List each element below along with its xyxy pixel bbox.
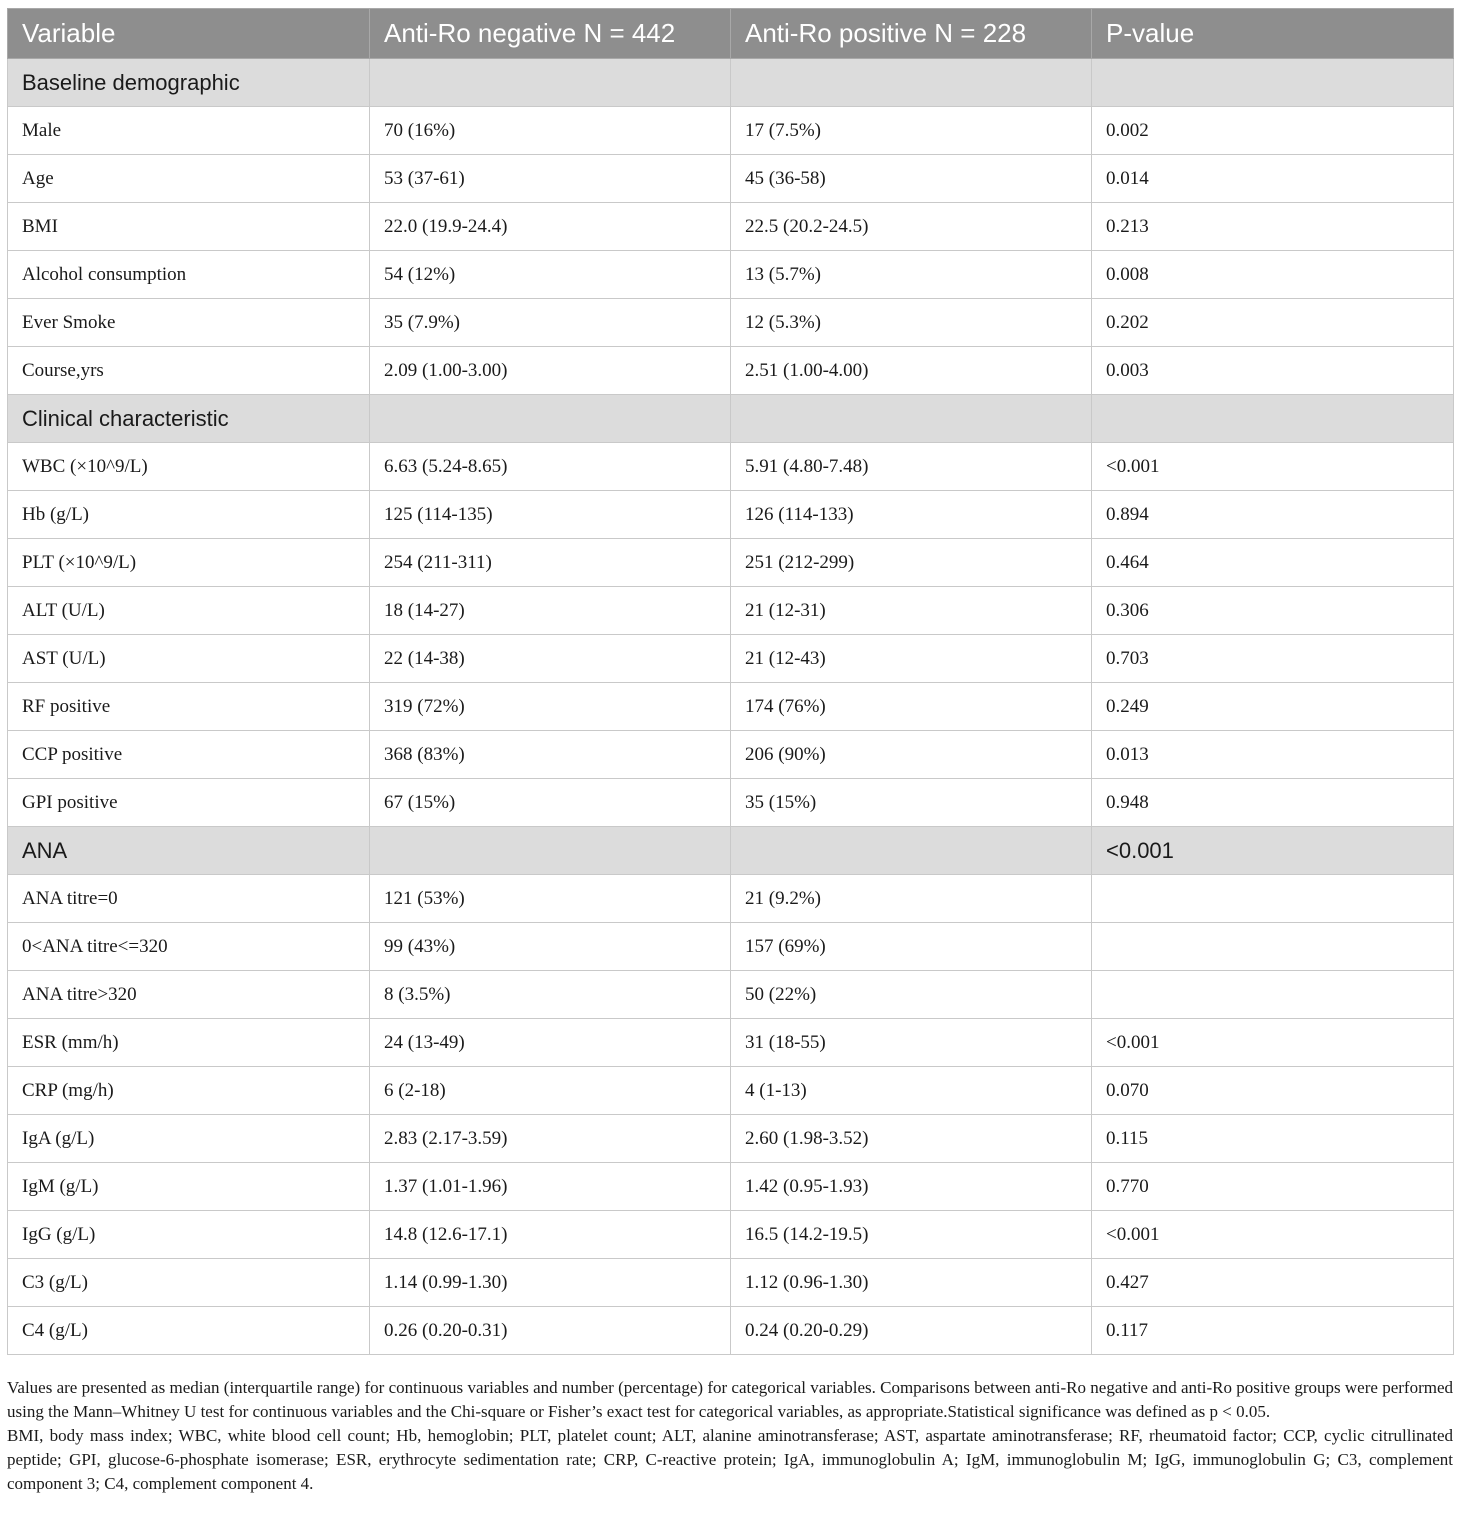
variable-cell: RF positive: [8, 683, 370, 731]
anti-ro-negative-cell: 2.83 (2.17-3.59): [370, 1115, 731, 1163]
section-title: Baseline demographic: [8, 59, 370, 107]
anti-ro-positive-cell: 126 (114-133): [731, 491, 1092, 539]
footnote-methods: Values are presented as median (interquartile range) for continuous variables and number (percentage) for categorical variables. Comparisons between anti-Ro negative and anti-Ro positive groups were performed using the Mann–Whitney U test for continuous variables and the Chi-square or Fisher’s exact test for categorical variables, as appropriate.Statistical significance was defined as p < 0.05.: [7, 1378, 1453, 1421]
p-value-cell: 0.948: [1092, 779, 1454, 827]
table-row: [8, 875, 1454, 923]
table-row: [8, 539, 1454, 587]
p-value-cell: [1092, 875, 1454, 923]
variable-cell: C3 (g/L): [8, 1259, 370, 1307]
anti-ro-positive-cell: 4 (1-13): [731, 1067, 1092, 1115]
p-value-cell: 0.013: [1092, 731, 1454, 779]
p-value-cell: 0.117: [1092, 1307, 1454, 1355]
variable-cell: 0<ANA titre<=320: [8, 923, 370, 971]
variable-cell: AST (U/L): [8, 635, 370, 683]
p-value-cell: 0.249: [1092, 683, 1454, 731]
variable-cell: CRP (mg/h): [8, 1067, 370, 1115]
anti-ro-negative-cell: 1.14 (0.99-1.30): [370, 1259, 731, 1307]
header-cell-anti-ro-positive: Anti-Ro positive N = 228: [731, 9, 1092, 59]
anti-ro-positive-cell: 22.5 (20.2-24.5): [731, 203, 1092, 251]
anti-ro-positive-cell: 157 (69%): [731, 923, 1092, 971]
variable-cell: WBC (×10^9/L): [8, 443, 370, 491]
anti-ro-positive-cell: 17 (7.5%): [731, 107, 1092, 155]
table-row: [8, 203, 1454, 251]
p-value-cell: 0.008: [1092, 251, 1454, 299]
table-row: [8, 1163, 1454, 1211]
anti-ro-positive-cell: [731, 827, 1092, 875]
anti-ro-positive-cell: 45 (36-58): [731, 155, 1092, 203]
table-row: [8, 491, 1454, 539]
variable-cell: ANA titre=0: [8, 875, 370, 923]
header-cell-variable: Variable: [8, 9, 370, 59]
table-row: [8, 107, 1454, 155]
anti-ro-negative-cell: 22.0 (19.9-24.4): [370, 203, 731, 251]
footnote-abbreviations: BMI, body mass index; WBC, white blood cell count; Hb, hemoglobin; PLT, platelet count; ALT, alanine aminotransferase; AST, aspartate aminotransferase; RF, rheumatoid factor; CCP, cyclic citrullinated peptide; GPI, glucose-6-phosphate isomerase; ESR, erythrocyte sedimentation rate; CRP, C-reactive protein; IgA, immunoglobulin A; IgM, immunoglobulin M; IgG, immunoglobulin G; C3, complement component 3; C4, complement component 4.: [7, 1426, 1453, 1493]
anti-ro-negative-cell: [370, 395, 731, 443]
variable-cell: IgG (g/L): [8, 1211, 370, 1259]
anti-ro-negative-cell: 254 (211-311): [370, 539, 731, 587]
anti-ro-negative-cell: 67 (15%): [370, 779, 731, 827]
variable-cell: Alcohol consumption: [8, 251, 370, 299]
table-row: [8, 923, 1454, 971]
anti-ro-positive-cell: 13 (5.7%): [731, 251, 1092, 299]
header-row: [8, 9, 1454, 59]
p-value-cell: [1092, 59, 1454, 107]
anti-ro-negative-cell: 18 (14-27): [370, 587, 731, 635]
table-row: [8, 1019, 1454, 1067]
table-row: [8, 731, 1454, 779]
anti-ro-positive-cell: 1.42 (0.95-1.93): [731, 1163, 1092, 1211]
anti-ro-negative-cell: 8 (3.5%): [370, 971, 731, 1019]
anti-ro-negative-cell: [370, 59, 731, 107]
p-value-cell: 0.703: [1092, 635, 1454, 683]
table-row: [8, 443, 1454, 491]
table-row: [8, 347, 1454, 395]
p-value-cell: 0.894: [1092, 491, 1454, 539]
data-table-container: [7, 8, 1453, 1355]
variable-cell: ALT (U/L): [8, 587, 370, 635]
table-body: [8, 59, 1454, 1355]
variable-cell: CCP positive: [8, 731, 370, 779]
p-value-cell: 0.002: [1092, 107, 1454, 155]
table-row: [8, 779, 1454, 827]
section-row: [8, 395, 1454, 443]
characteristics-table: [7, 8, 1454, 1355]
p-value-cell: 0.213: [1092, 203, 1454, 251]
anti-ro-negative-cell: 368 (83%): [370, 731, 731, 779]
variable-cell: PLT (×10^9/L): [8, 539, 370, 587]
p-value-cell: 0.306: [1092, 587, 1454, 635]
anti-ro-positive-cell: 206 (90%): [731, 731, 1092, 779]
anti-ro-negative-cell: 14.8 (12.6-17.1): [370, 1211, 731, 1259]
p-value-cell: 0.427: [1092, 1259, 1454, 1307]
variable-cell: IgM (g/L): [8, 1163, 370, 1211]
variable-cell: IgA (g/L): [8, 1115, 370, 1163]
anti-ro-negative-cell: 319 (72%): [370, 683, 731, 731]
anti-ro-positive-cell: 1.12 (0.96-1.30): [731, 1259, 1092, 1307]
variable-cell: Hb (g/L): [8, 491, 370, 539]
anti-ro-positive-cell: 21 (12-43): [731, 635, 1092, 683]
anti-ro-negative-cell: 2.09 (1.00-3.00): [370, 347, 731, 395]
anti-ro-positive-cell: 12 (5.3%): [731, 299, 1092, 347]
variable-cell: ANA titre>320: [8, 971, 370, 1019]
anti-ro-negative-cell: 35 (7.9%): [370, 299, 731, 347]
anti-ro-positive-cell: 21 (9.2%): [731, 875, 1092, 923]
anti-ro-positive-cell: 0.24 (0.20-0.29): [731, 1307, 1092, 1355]
anti-ro-positive-cell: [731, 59, 1092, 107]
p-value-cell: 0.202: [1092, 299, 1454, 347]
variable-cell: Male: [8, 107, 370, 155]
header-cell-p-value: P-value: [1092, 9, 1454, 59]
p-value-cell: <0.001: [1092, 1211, 1454, 1259]
section-title: ANA: [8, 827, 370, 875]
table-row: [8, 1115, 1454, 1163]
table-footnotes: [7, 1376, 1453, 1496]
anti-ro-negative-cell: [370, 827, 731, 875]
p-value-cell: 0.770: [1092, 1163, 1454, 1211]
anti-ro-negative-cell: 125 (114-135): [370, 491, 731, 539]
p-value-cell: 0.003: [1092, 347, 1454, 395]
variable-cell: BMI: [8, 203, 370, 251]
anti-ro-positive-cell: 35 (15%): [731, 779, 1092, 827]
anti-ro-positive-cell: 16.5 (14.2-19.5): [731, 1211, 1092, 1259]
table-row: [8, 155, 1454, 203]
anti-ro-negative-cell: 6.63 (5.24-8.65): [370, 443, 731, 491]
table-row: [8, 971, 1454, 1019]
anti-ro-positive-cell: 2.51 (1.00-4.00): [731, 347, 1092, 395]
p-value-cell: [1092, 971, 1454, 1019]
variable-cell: Course,yrs: [8, 347, 370, 395]
p-value-cell: [1092, 923, 1454, 971]
table-header: [8, 9, 1454, 59]
anti-ro-positive-cell: 174 (76%): [731, 683, 1092, 731]
table-row: [8, 635, 1454, 683]
variable-cell: Age: [8, 155, 370, 203]
p-value-cell: <0.001: [1092, 1019, 1454, 1067]
anti-ro-positive-cell: [731, 395, 1092, 443]
header-cell-anti-ro-negative: Anti-Ro negative N = 442: [370, 9, 731, 59]
p-value-cell: 0.070: [1092, 1067, 1454, 1115]
anti-ro-negative-cell: 0.26 (0.20-0.31): [370, 1307, 731, 1355]
anti-ro-positive-cell: 21 (12-31): [731, 587, 1092, 635]
section-title: Clinical characteristic: [8, 395, 370, 443]
anti-ro-positive-cell: 2.60 (1.98-3.52): [731, 1115, 1092, 1163]
table-row: [8, 251, 1454, 299]
section-row: [8, 827, 1454, 875]
anti-ro-negative-cell: 99 (43%): [370, 923, 731, 971]
table-row: [8, 683, 1454, 731]
p-value-cell: 0.464: [1092, 539, 1454, 587]
anti-ro-negative-cell: 6 (2-18): [370, 1067, 731, 1115]
variable-cell: Ever Smoke: [8, 299, 370, 347]
anti-ro-positive-cell: 251 (212-299): [731, 539, 1092, 587]
table-row: [8, 1259, 1454, 1307]
variable-cell: ESR (mm/h): [8, 1019, 370, 1067]
table-row: [8, 299, 1454, 347]
section-row: [8, 59, 1454, 107]
variable-cell: C4 (g/L): [8, 1307, 370, 1355]
p-value-cell: <0.001: [1092, 827, 1454, 875]
table-row: [8, 1211, 1454, 1259]
anti-ro-negative-cell: 121 (53%): [370, 875, 731, 923]
anti-ro-negative-cell: 1.37 (1.01-1.96): [370, 1163, 731, 1211]
anti-ro-positive-cell: 50 (22%): [731, 971, 1092, 1019]
p-value-cell: 0.014: [1092, 155, 1454, 203]
anti-ro-negative-cell: 54 (12%): [370, 251, 731, 299]
table-row: [8, 587, 1454, 635]
variable-cell: GPI positive: [8, 779, 370, 827]
anti-ro-negative-cell: 24 (13-49): [370, 1019, 731, 1067]
anti-ro-negative-cell: 22 (14-38): [370, 635, 731, 683]
p-value-cell: <0.001: [1092, 443, 1454, 491]
table-row: [8, 1307, 1454, 1355]
table-row: [8, 1067, 1454, 1115]
p-value-cell: [1092, 395, 1454, 443]
anti-ro-positive-cell: 5.91 (4.80-7.48): [731, 443, 1092, 491]
anti-ro-positive-cell: 31 (18-55): [731, 1019, 1092, 1067]
anti-ro-negative-cell: 53 (37-61): [370, 155, 731, 203]
anti-ro-negative-cell: 70 (16%): [370, 107, 731, 155]
p-value-cell: 0.115: [1092, 1115, 1454, 1163]
